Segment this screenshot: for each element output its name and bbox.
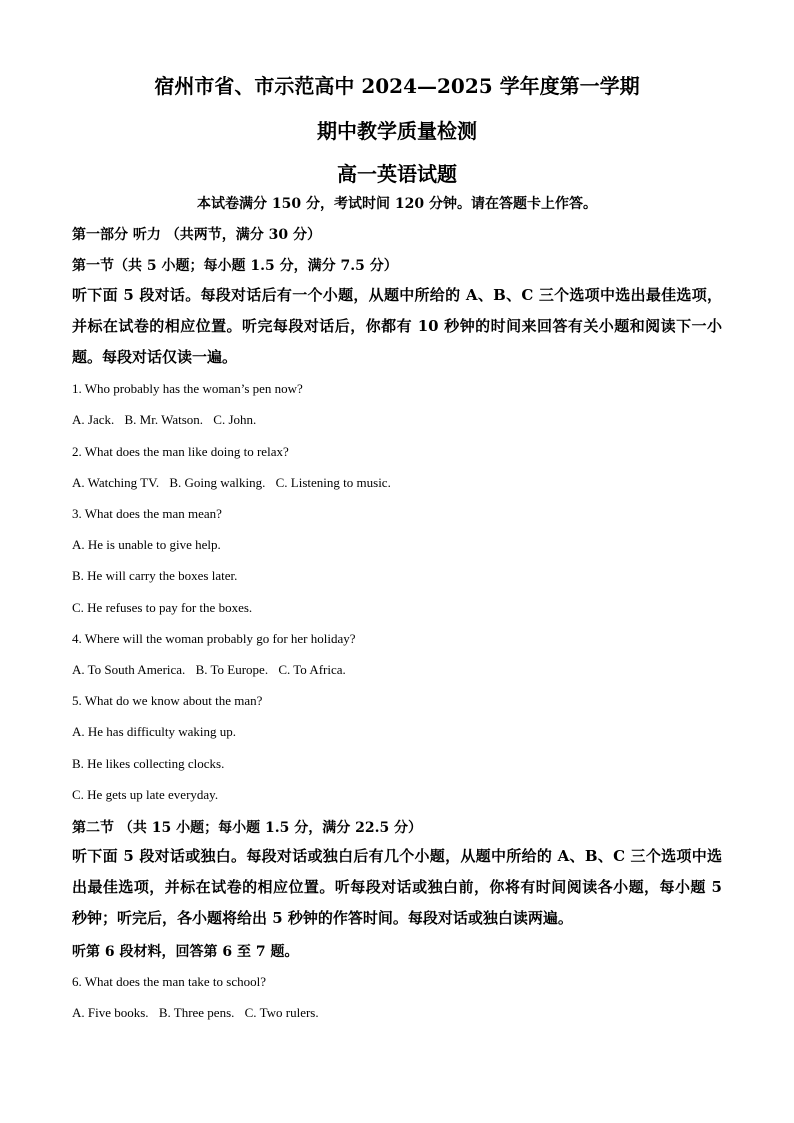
question-3-option-a: A. He is unable to give help.: [72, 537, 221, 552]
question-4-option-a: A. To South America.: [72, 662, 186, 677]
question-1-option-a: A. Jack.: [72, 412, 115, 427]
question-4-stem: 4. Where will the woman probably go for her holiday?: [72, 631, 356, 646]
question-2-stem: 2. What does the man like doing to relax?: [72, 444, 289, 459]
question-3-option-c: C. He refuses to pay for the boxes.: [72, 600, 253, 615]
question-3-stem: 3. What does the man mean?: [72, 506, 222, 521]
exam-title-line1: 宿州市省、市示范高中 2024—2025 学年度第一学期: [154, 74, 640, 98]
question-4-options: [72, 662, 353, 678]
section1-heading: 第一节（共 5 小题；每小题 1.5 分，满分 7.5 分）: [72, 258, 398, 274]
question-3-option-b: B. He will carry the boxes later.: [72, 568, 238, 583]
question-4-option-c: C. To Africa.: [278, 662, 346, 677]
question-6-option-a: A. Five books.: [72, 1005, 149, 1020]
exam-intro: 本试卷满分 150 分，考试时间 120 分钟。请在答题卡上作答。: [197, 196, 597, 212]
question-6-options: [72, 1005, 326, 1021]
question-4-option-b: B. To Europe.: [195, 662, 269, 677]
section2-directions: 听下面 5 段对话或独白。每段对话或独白后有几个小题，从题中所给的 A、B、C 三个选项中选出最佳选项，并标在试卷的相应位置。听每段对话或独白前，你将有时间阅读各小题，每小题 5 秒钟；听完后，各小题将给出 5 秒钟的作答时间。每段对话或独白读两遍。: [72, 847, 722, 927]
material-6-instruction: 听第 6 段材料，回答第 6 至 7 题。: [72, 944, 299, 960]
question-2-option-a: A. Watching TV.: [72, 475, 160, 490]
section2-heading: 第二节 （共 15 小题；每小题 1.5 分，满分 22.5 分）: [72, 820, 423, 836]
exam-title-line3: 高一英语试题: [337, 162, 457, 186]
question-6-stem: 6. What does the man take to school?: [72, 974, 266, 989]
question-2-option-b: B. Going walking.: [169, 475, 266, 490]
question-6-option-b: B. Three pens.: [158, 1005, 235, 1020]
question-5-option-b: B. He likes collecting clocks.: [72, 756, 225, 771]
question-5-stem: 5. What do we know about the man?: [72, 693, 263, 708]
question-6-option-c: C. Two rulers.: [244, 1005, 319, 1020]
question-1-stem: 1. Who probably has the woman’s pen now?: [72, 381, 303, 396]
question-1-option-c: C. John.: [213, 412, 257, 427]
section1-directions: 听下面 5 段对话。每段对话后有一个小题，从题中所给的 A、B、C 三个选项中选出最佳选项，并标在试卷的相应位置。听完每段对话后，你都有 10 秒钟的时间来回答有关小题和阅读下一小题。每段对话仅读一遍。: [72, 286, 722, 366]
question-2-options: [72, 475, 398, 491]
exam-title-line2: 期中教学质量检测: [317, 119, 477, 143]
question-1-options: [72, 412, 263, 428]
question-5-option-c: C. He gets up late everyday.: [72, 787, 219, 802]
question-5-option-a: A. He has difficulty waking up.: [72, 724, 237, 739]
question-1-option-b: B. Mr. Watson.: [124, 412, 204, 427]
question-2-option-c: C. Listening to music.: [275, 475, 391, 490]
part1-heading: 第一部分 听力 （共两节，满分 30 分）: [72, 227, 321, 243]
